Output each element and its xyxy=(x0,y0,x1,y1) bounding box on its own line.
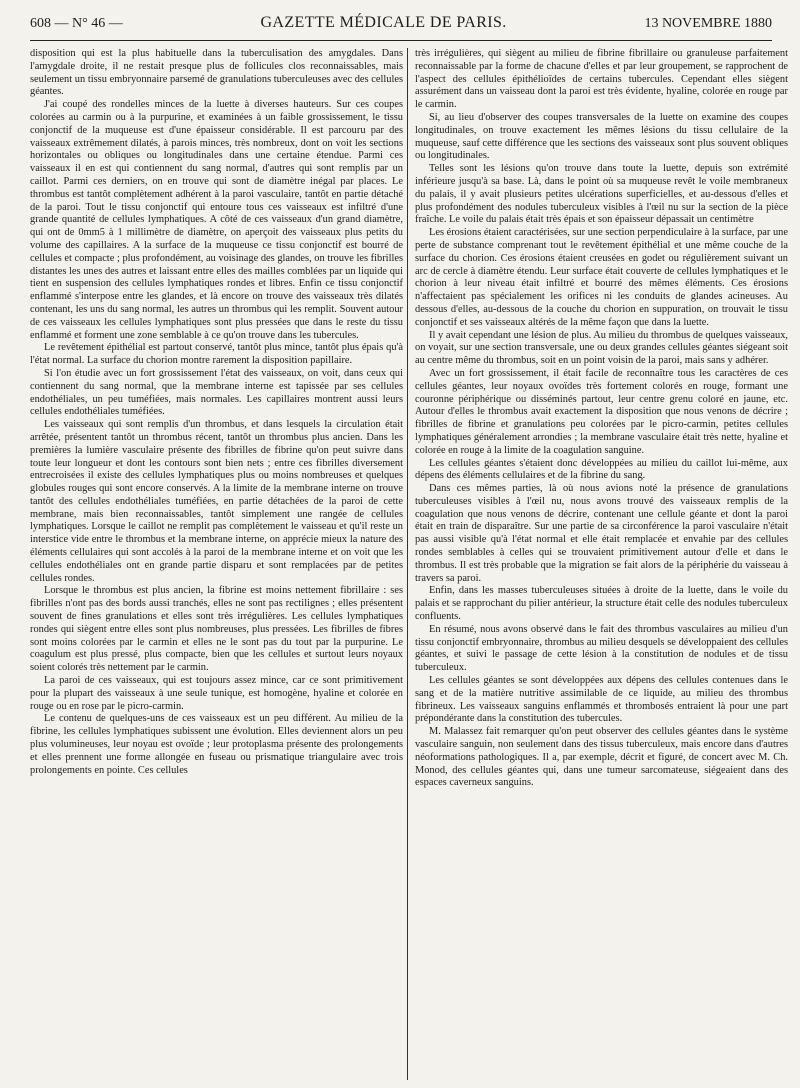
column-divider xyxy=(407,48,408,1080)
paragraph: En résumé, nous avons observé dans le fait des thrombus vasculaires au milieu d'un tissu conjonctif embryonnaire, thrombus au milieu desquels se développaient des cellules géantes, et suivi le passage de cette lésion à la constitution de nodules et de tissu tuberculeux. xyxy=(415,623,788,674)
paragraph: Les érosions étaient caractérisées, sur une section perpendiculaire à la surface, par une perte de substance comprenant tout le revêtement épithélial et une même couche de la surface du chorion. Ces érosions étaient creusées en godet ou régulièrement suivant un arc de cercle à diamètre étendu. Leur surface était couverte de cellules lymphatiques et le chorion à leur niveau était infiltré et bourré des mêmes éléments. Ces érosions n'affectaient pas spécialement les orifices ni les conduits de glandes acineuses. Au dessous d'elles, au-dessous de la couche du chorion en suppuration, on trouvait le tissu conjonctif et ses vaisseaux altérés de la même façon que dans la luette. xyxy=(415,227,788,328)
paragraph: Lorsque le thrombus est plus ancien, la fibrine est moins nettement fibrillaire : ses fibrilles n'ont pas des bords aussi tranchés, elles ne sont pas rectilignes ; elles présentent souvent de fines granulations et elles sont très irrégulières. Les cellules lymphatiques rondes qui siègent entre elles sont plus nombreuses, plus pressées. Les fibrilles de fibres sont moins colorées par le carmin et elles ne le sont pas du tout par la purpurine. Le coagulum est plus pressé, plus compacte, bien que les cellules et surtout leurs noyaux soient colorés très nettement par le carmin. xyxy=(30,585,403,674)
issue-date: 13 NOVEMBRE 1880 xyxy=(644,16,772,31)
page-header xyxy=(30,14,772,38)
paragraph: Dans ces mêmes parties, là où nous avions noté la présence de granulations tuberculeuses visibles à l'œil nu, nous avons trouvé des vaisseaux remplis de la coagulation que nous venons de décrire, contenant une cellule géante et dont la paroi était en train de disparaître. Sur une partie de sa circonférence la paroi vasculaire n'était pas aussi visible qu'à l'état normal et elle était remplacée et envahie par des cellules rondes semblables à celles qui se trouvaient primitivement autour d'elle et dans le thrombus. Il est très probable que la migration se fait alors de la périphérie du vaisseau à travers sa paroi. xyxy=(415,483,788,584)
paragraph: J'ai coupé des rondelles minces de la luette à diverses hauteurs. Sur ces coupes colorées au carmin ou à la purpurine, et examinées à un faible grossissement, le tissu conjonctif de la muqueuse est d'une épaisseur considérable. Il est parcouru par des vaisseaux extrêmement dilatés, à parois minces, très nombreux, dont on voit les sections horizontales ou obliques ou longitudinales dans une certaine étendue. Parmi ces vaisseaux il en est qui contiennent du sang normal, d'autres qui sont remplis par un caillot. Parmi ces derniers, on en trouve qui sont de diamètre inégal par places. Le thrombus est tantôt complètement adhérent à la paroi vasculaire, tantôt en partie détaché de la paroi. Tout le tissu conjonctif qui entoure tous ces vaisseaux est infiltré d'une grande quantité de cellules lymphatiques. A côté de ces vaisseaux d'un grand diamètre, qui ont de 0mm5 à 1 millimètre de diamètre, on aperçoit des vaisseaux plus petits du volume des capillaires. A la surface de la muqueuse ce tissu conjonctif est bourré de cellules et compacte ; plus profondément, au voisinage des glandes, on trouve les fibrilles distantes les unes des autres et laissant entre elles des mailles comblées par un liquide qui tient en suspension des cellules lymphatiques rondes et libres. Enfin ce tissu conjonctif enflammé s'interpose entre les glandes, et là encore on trouve des vaisseaux très dilatés contenant, les uns du sang normal, les autres un thrombus qui les remplit. Souvent autour de ces vaisseaux les cellules lymphatiques sont plus pressées que dans le reste du tissu enflammé et forment une zone semblable à ce qu'on trouve dans les tubercules. xyxy=(30,99,403,341)
right-column xyxy=(415,48,788,1080)
paragraph: Si, au lieu d'observer des coupes transversales de la luette on examine des coupes longitudinales, on trouve exactement les mêmes lésions du tissu cellulaire de la muqueuse, sauf cette différence que les sections des vaisseaux sont plus souvent obliques ou longitudinales. xyxy=(415,111,788,162)
page-number: 608 — N° 46 — xyxy=(30,16,123,31)
paragraph: Les cellules géantes se sont développées aux dépens des cellules contenues dans le sang et de la matière nutritive assimilable de ce liquide, au milieu des thrombus fibrineux. Les vaisseaux sanguins enflammés et thrombosés entraient là pour une part prépondérante dans la constitution des tubercules. xyxy=(415,675,788,725)
journal-title: GAZETTE MÉDICALE DE PARIS. xyxy=(260,14,507,31)
left-column xyxy=(30,48,403,1080)
paragraph: Avec un fort grossissement, il était facile de reconnaître tous les caractères de ces cellules géantes, leur noyaux ovoïdes très fortement colorés en rouge, formant une couronne périphérique ou disséminés partout, leur centre grenu coloré en jaune, etc. Autour d'elles le thrombus avait exactement la disposition que nous venons de décrire ; fibrilles de fibrine et granulations peu colorées par le picro-carmin, petites cellules lymphatiques généralement arrondies ; la membrane vasculaire était très nette, hyaline et colorée en rouge à la limite de la coagulation sanguine. xyxy=(415,367,788,456)
paragraph: M. Malassez fait remarquer qu'on peut observer des cellules géantes dans le système vasculaire sanguin, non seulement dans des tissus tuberculeux, mais encore dans d'autres néoformations pathologiques. Il a, par exemple, décrit et figuré, de concert avec M. Ch. Monod, des cellules géantes qui, dans une tumeur sarcomateuse, siégeaient dans des espaces caverneux sanguins. xyxy=(415,726,788,789)
paragraph: La paroi de ces vaisseaux, qui est toujours assez mince, car ce sont primitivement pour la plupart des vaisseaux à une seule tunique, est homogène, hyaline et colorée en rouge ou en rose par le picro-carmin. xyxy=(30,675,403,712)
paragraph: Telles sont les lésions qu'on trouve dans toute la luette, depuis son extrémité inférieure jusqu'à sa base. Là, dans le point où sa muqueuse revêt le voile membraneux du palais, il y avait plusieurs petites ulcérations superficielles, et au-dessous d'elles et plus profondément des nodules tuberculeux visibles à l'œil nu sur la section de la pièce fraîche. Le voile du palais était très épais et son épaisseur dépassait un centimètre xyxy=(415,163,788,226)
paragraph: Le revêtement épithélial est partout conservé, tantôt plus mince, tantôt plus épais qu'à l'état normal. La surface du chorion montre rarement la disposition papillaire. xyxy=(30,342,403,367)
paragraph: Le contenu de quelques-uns de ces vaisseaux est un peu différent. Au milieu de la fibrine, les cellules lymphatiques subissent une évolution. Elles deviennent alors un peu plus volumineuses, leur noyau est ovoïde ; leur protoplasma présente des prolongements et elles prennent une forme allongée en fuseau ou prismatique triangulaire avec trois prolongements en pointe. Ces cellules xyxy=(30,713,403,776)
header-rule xyxy=(30,40,772,41)
paragraph: Enfin, dans les masses tuberculeuses situées à droite de la luette, dans le voile du palais et se rapprochant du pilier antérieur, la structure était celle des nodules tuberculeux confluents. xyxy=(415,585,788,623)
paragraph: très irrégulières, qui siègent au milieu de fibrine fibrillaire ou granuleuse parfaitement reconnaissable par la forme de chacune d'elles et par leur groupement, se rapprochent de l'aspect des cellules épithélioïdes de certains tubercules. Cependant elles siègent assurément dans un vaisseau dont la paroi est très évidente, hyaline, colorée en rouge par le carmin. xyxy=(415,48,788,111)
paragraph: Les vaisseaux qui sont remplis d'un thrombus, et dans lesquels la circulation était arrêtée, présentent tantôt un thrombus récent, tantôt un thrombus plus ancien. Dans les premières la lumière vasculaire présente des fibrilles de fibrine qu'on peut suivre dans toute leur longueur et dont les contours sont bien nets ; entre ces fibrilles diversement entrecroisées il existe des cellules lymphatiques plus ou moins nombreuses et quelques globules rouges qui sont encore conservés. A la limite de la membrane interne on trouve tantôt des cellules endothéliales tuméfiées, en partie détachées de la paroi de cette membrane, mais bien reconnaissables, tantôt simplement une rangée de cellules lymphatiques. Lorsque le caillot ne remplit pas complètement le vaisseau et qu'il reste un interstice vide entre le thrombus et la membrane interne, on apprécie mieux la nature des éléments cellulaires qui sont accolés à la paroi de la membrane interne et on voit que les cellules endothéliales ont en grande partie disparu et sont remplacées par de petites cellules rondes. xyxy=(30,419,403,584)
paragraph: disposition qui est la plus habituelle dans la tuberculisation des amygdales. Dans l'amygdale droite, il ne restait presque plus de follicules clos reconnaissables, mais seulement un tissu embryonnaire parsemé de granulations tuberculeuses avec des cellules géantes. xyxy=(30,48,403,98)
paragraph: Il y avait cependant une lésion de plus. Au milieu du thrombus de quelques vaisseaux, on voyait, sur une section transversale, une ou deux grandes cellules géantes siégeant soit au centre même du thrombus, soit en un point voisin de la paroi, mais sans y adhérer. xyxy=(415,329,788,367)
paragraph: Si l'on étudie avec un fort grossissement l'état des vaisseaux, on voit, dans ceux qui contiennent du sang normal, que la membrane interne est tapissée par ses cellules endothéliales, un peu tuméfiées, mais normales. Les capillaires montrent aussi leurs cellules endothéliales tuméfiées. xyxy=(30,367,403,418)
paragraph: Les cellules géantes s'étaient donc développées au milieu du caillot lui-même, aux dépens des éléments cellulaires et de la fibrine du sang. xyxy=(415,457,788,482)
